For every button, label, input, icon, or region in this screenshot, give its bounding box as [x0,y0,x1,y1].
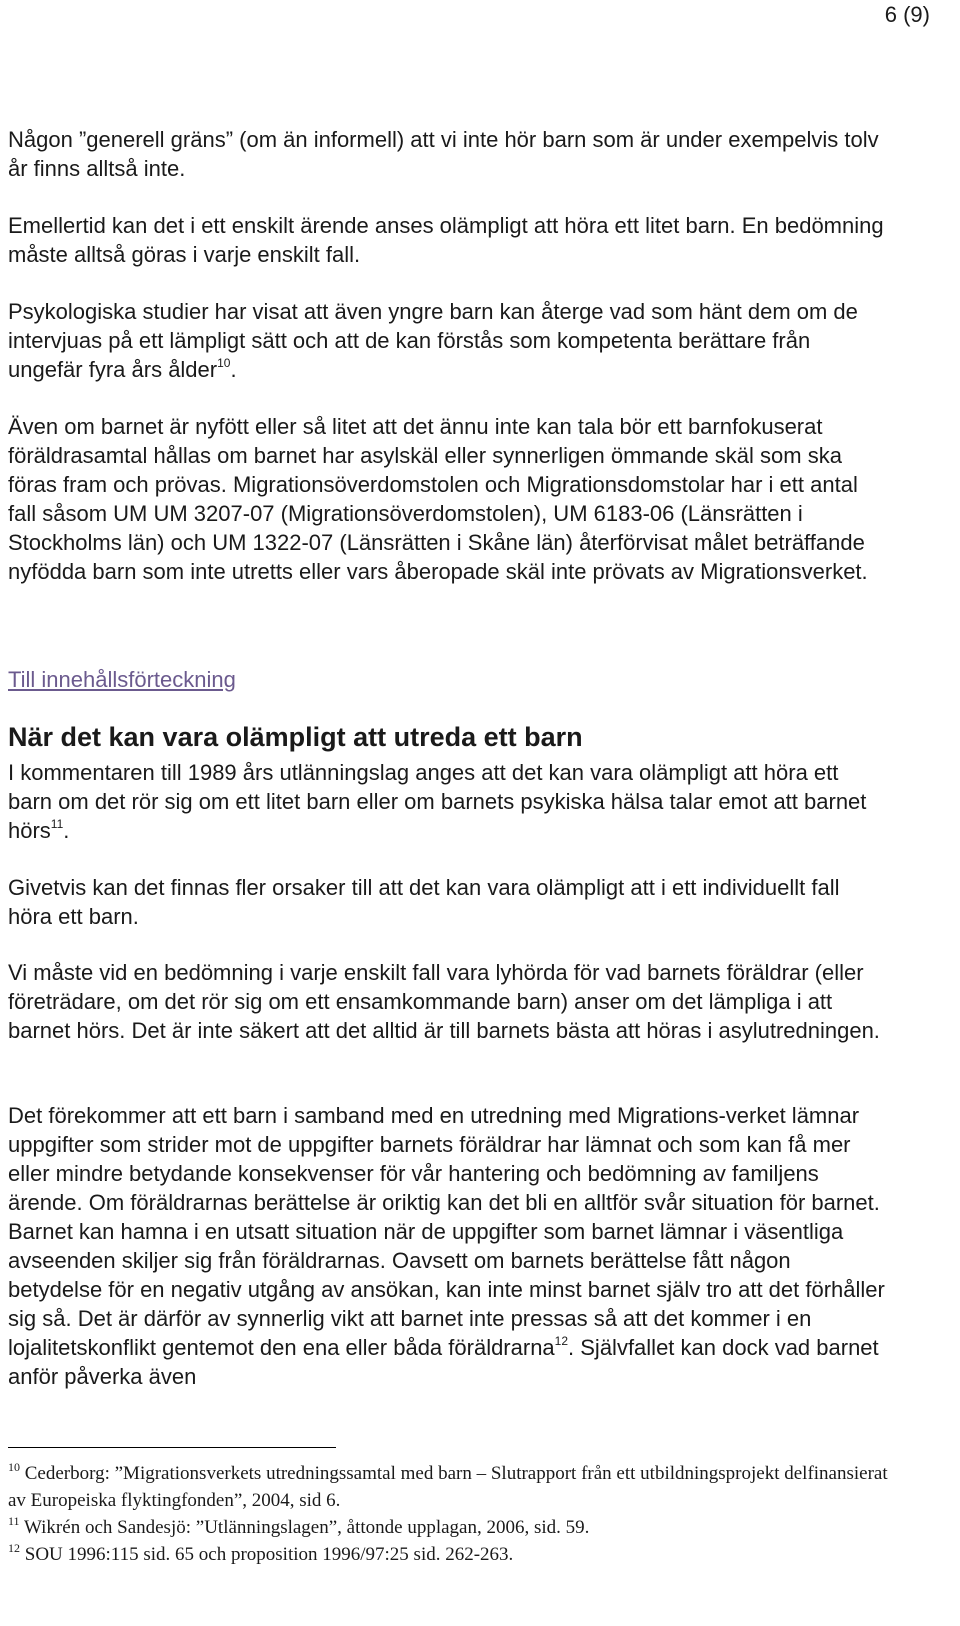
paragraph-parents-view: Vi måste vid en bedömning i varje enskilt fall vara lyhörda för vad barnets föräldrar (eller företrädare, om det rör sig om ett ensamkommande barn) anser om det lämpliga i att barnet hörs. Det är inte säkert att det alltid är till barnets bästa att höras i asylutredningen. [8,960,880,1043]
footnote-12: $^{12}$ SOU 1996:115 sid. 65 och proposition 1996/97:25 sid. 262-263. [8,1541,514,1565]
paragraph-newborn-children: Även om barnet är nyfött eller så litet att det ännu inte kan tala bör ett barnfokuserat föräldrasamtal hållas om barnet har asylskäl eller synnerligen ömmande skäl som ska föras fram och prövas. Migrationsöverdomstolen och Migrationsdomstolar har i ett antal fall såsom UM UM 3207-07 (Migrationsöverdomstolen), UM 6183-06 (Länsrätten i Stockholms län) och UM 1322-07 (Länsrätten i Skåne län) återförvisat målet beträffande nyfödda barn som inte utretts eller vars åberopade skäl inte prövats av Migrationsverket. [8,414,868,584]
paragraph-psychological-studies: Psykologiska studier har visat att även yngre barn kan återge vad som hänt dem om de intervjuas på ett lämpligt sätt och att de kan förstås som kompetenta berättare från ungefär fyra års ålder$^{10}$. [8,299,858,382]
paragraph-commentary: I kommentaren till 1989 års utlänningslag anges att det kan vara olämpligt att höra ett barn om det rör sig om ett litet barn eller om barnets psykiska hälsa talar emot att barnet hörs$^{11}$. [8,760,867,843]
page-number: 6 (9) [884,2,930,27]
footnote-10: $^{10}$ Cederborg: ”Migrationsverkets utredningssamtal med barn – Slutrapport från ett utbildningsprojekt delfinansierat av Europeiska flyktingfonden”, 2004, sid 6. [8,1460,888,1511]
paragraph-other-reasons: Givetvis kan det finnas fler orsaker till att det kan vara olämpligt att i ett individuellt fall höra ett barn. [8,875,840,929]
footnote-ref-12[interactable]: 12 [554,1334,569,1348]
footnotes [8,1460,908,1568]
footnote-ref-11[interactable]: 11 [50,817,64,831]
footnote-11: $^{11}$ Wikrén och Sandesjö: ”Utlänningslagen”, åttonde upplagan, 2006, sid. 59. [8,1514,590,1538]
paragraph-individual-assessment: Emellertid kan det i ett enskilt ärende anses olämpligt att höra ett litet barn. En bedömning måste alltså göras i varje enskilt fall. [8,213,884,267]
section-heading: När det kan vara olämpligt att utreda ett barn [8,722,583,752]
footnote-ref-10[interactable]: 10 [217,356,231,370]
toc-link[interactable]: Till innehållsförteckning [8,667,236,692]
paragraph-conflicting-statements: Det förekommer att ett barn i samband med en utredning med Migrations-verket lämnar uppgifter som strider mot de uppgifter barnets föräldrar har lämnat och som kan få mer eller mindre betydande konsekvenser för vår hantering och bedömning av familjens ärende. Om föräldrarnas berättelse är oriktig kan det bli en alltför svår situation för barnet. Barnet kan hamna i en utsatt situation när de uppgifter som barnet lämnar i väsentliga avseenden skiljer sig från föräldrarnas. Oavsett om barnets berättelse fått någon betydelse för en negativ utgång av ansökan, kan inte minst barnet själv tro att det förhåller sig så. Det är därför av synnerlig vikt att barnet inte pressas så att det kommer i en lojalitetskonflikt gentemot den ena eller båda föräldrarna$^{12}$. Självfallet kan dock vad barnet anför påverka även [8,1103,885,1389]
paragraph-no-age-limit: Någon ”generell gräns” (om än informell) att vi inte hör barn som är under exempelvis tolv år finns alltså inte. [8,127,879,181]
footnote-divider [8,1447,336,1448]
